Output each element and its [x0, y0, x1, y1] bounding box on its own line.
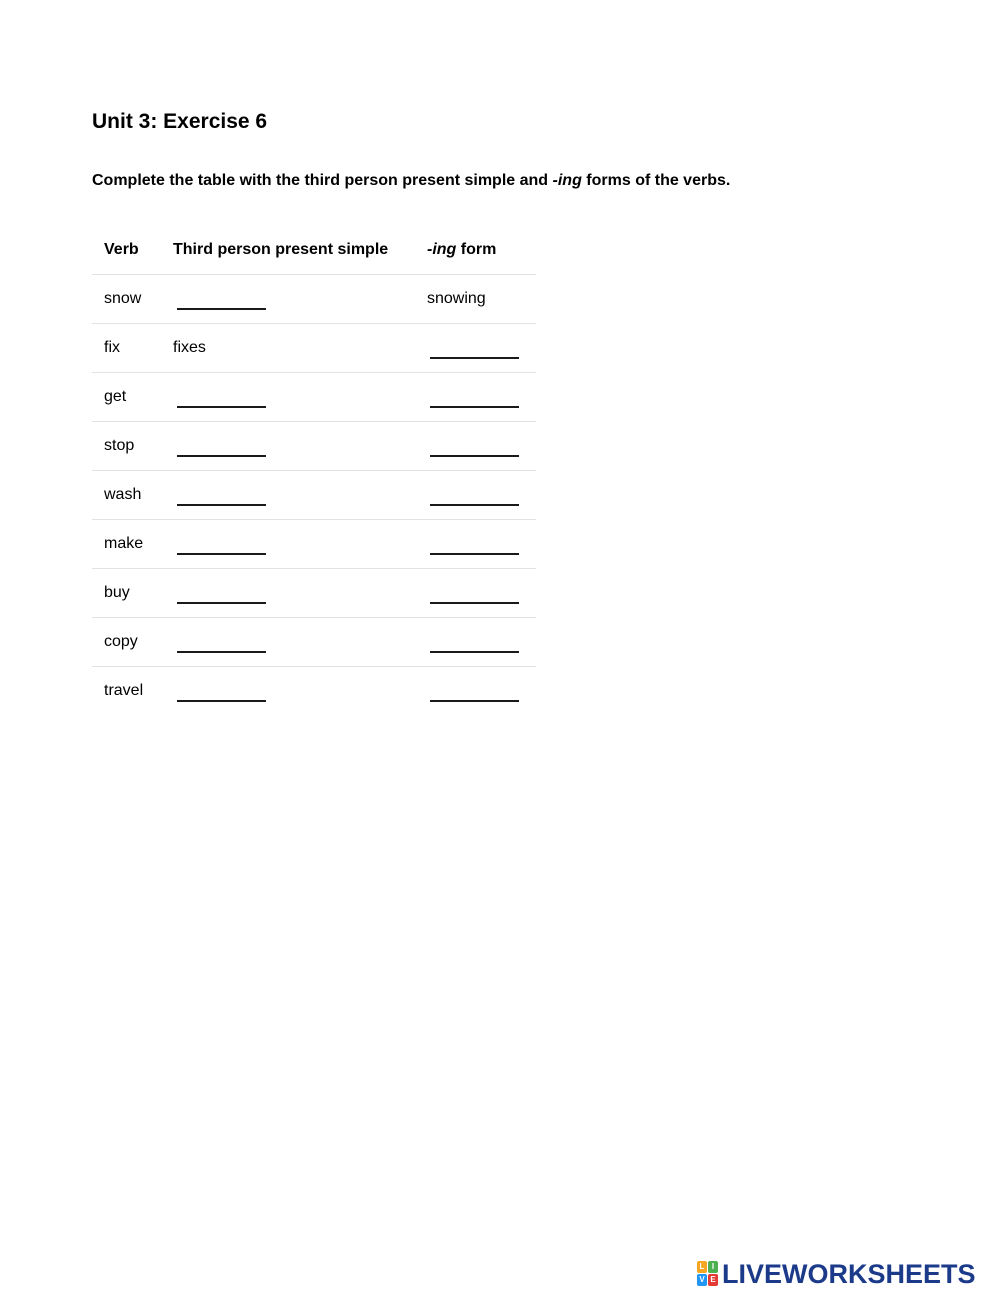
verb-cell: copy [104, 633, 138, 650]
header-verb: Verb [104, 241, 139, 258]
verb-cell: stop [104, 437, 135, 454]
logo-text: LIVEWORKSHEETS [722, 1259, 976, 1289]
instruction-text [92, 170, 730, 192]
ing-form-blank-input[interactable] [430, 406, 519, 408]
third-person-cell: fixes [173, 339, 206, 356]
verb-cell: snow [104, 290, 142, 307]
third-person-blank-input[interactable] [177, 504, 266, 506]
third-person-blank-input[interactable] [177, 602, 266, 604]
ing-form-blank-input[interactable] [430, 651, 519, 653]
verb-cell: buy [104, 584, 130, 601]
table-row [92, 373, 536, 422]
ing-form-blank-input[interactable] [430, 455, 519, 457]
header-third-person: Third person present simple [173, 241, 389, 258]
verb-table [92, 226, 536, 715]
table-row [92, 667, 536, 715]
logo-mark-icon [697, 1261, 719, 1287]
third-person-blank-input[interactable] [177, 651, 266, 653]
header-ing-form [427, 226, 496, 274]
ing-form-blank-input[interactable] [430, 700, 519, 702]
logo-letter-tile: L [697, 1261, 707, 1273]
verb-cell: wash [104, 486, 142, 503]
verb-cell: travel [104, 682, 144, 699]
exercise-title: Unit 3: Exercise 6 [92, 110, 268, 133]
instruction-after: forms of the verbs. [581, 172, 731, 189]
table-row [92, 618, 536, 667]
header-ing-rest: form [456, 241, 497, 258]
third-person-blank-input[interactable] [177, 455, 266, 457]
ing-form-blank-input[interactable] [430, 504, 519, 506]
table-body [92, 275, 536, 715]
ing-form-blank-input[interactable] [430, 357, 519, 359]
third-person-blank-input[interactable] [177, 308, 266, 310]
verb-cell: fix [104, 339, 120, 356]
table-row [92, 275, 536, 324]
logo-letter-tile: V [697, 1274, 707, 1286]
header-ing-italic: -ing [427, 241, 457, 258]
third-person-blank-input[interactable] [177, 553, 266, 555]
third-person-blank-input[interactable] [177, 406, 266, 408]
instruction-before: Complete the table with the third person present simple and [92, 172, 553, 189]
table-row [92, 324, 536, 373]
table-header-row [92, 226, 536, 275]
table-row [92, 569, 536, 618]
verb-cell: get [104, 388, 127, 405]
table-row [92, 422, 536, 471]
logo-letter-tile: I [708, 1261, 718, 1273]
ing-form-cell: snowing [427, 290, 486, 307]
liveworksheets-logo [697, 1258, 976, 1290]
ing-form-blank-input[interactable] [430, 602, 519, 604]
third-person-blank-input[interactable] [177, 700, 266, 702]
table-row [92, 471, 536, 520]
table-row [92, 520, 536, 569]
verb-cell: make [104, 535, 144, 552]
instruction-italic: -ing [552, 172, 582, 189]
logo-letter-tile: E [708, 1274, 718, 1286]
ing-form-blank-input[interactable] [430, 553, 519, 555]
